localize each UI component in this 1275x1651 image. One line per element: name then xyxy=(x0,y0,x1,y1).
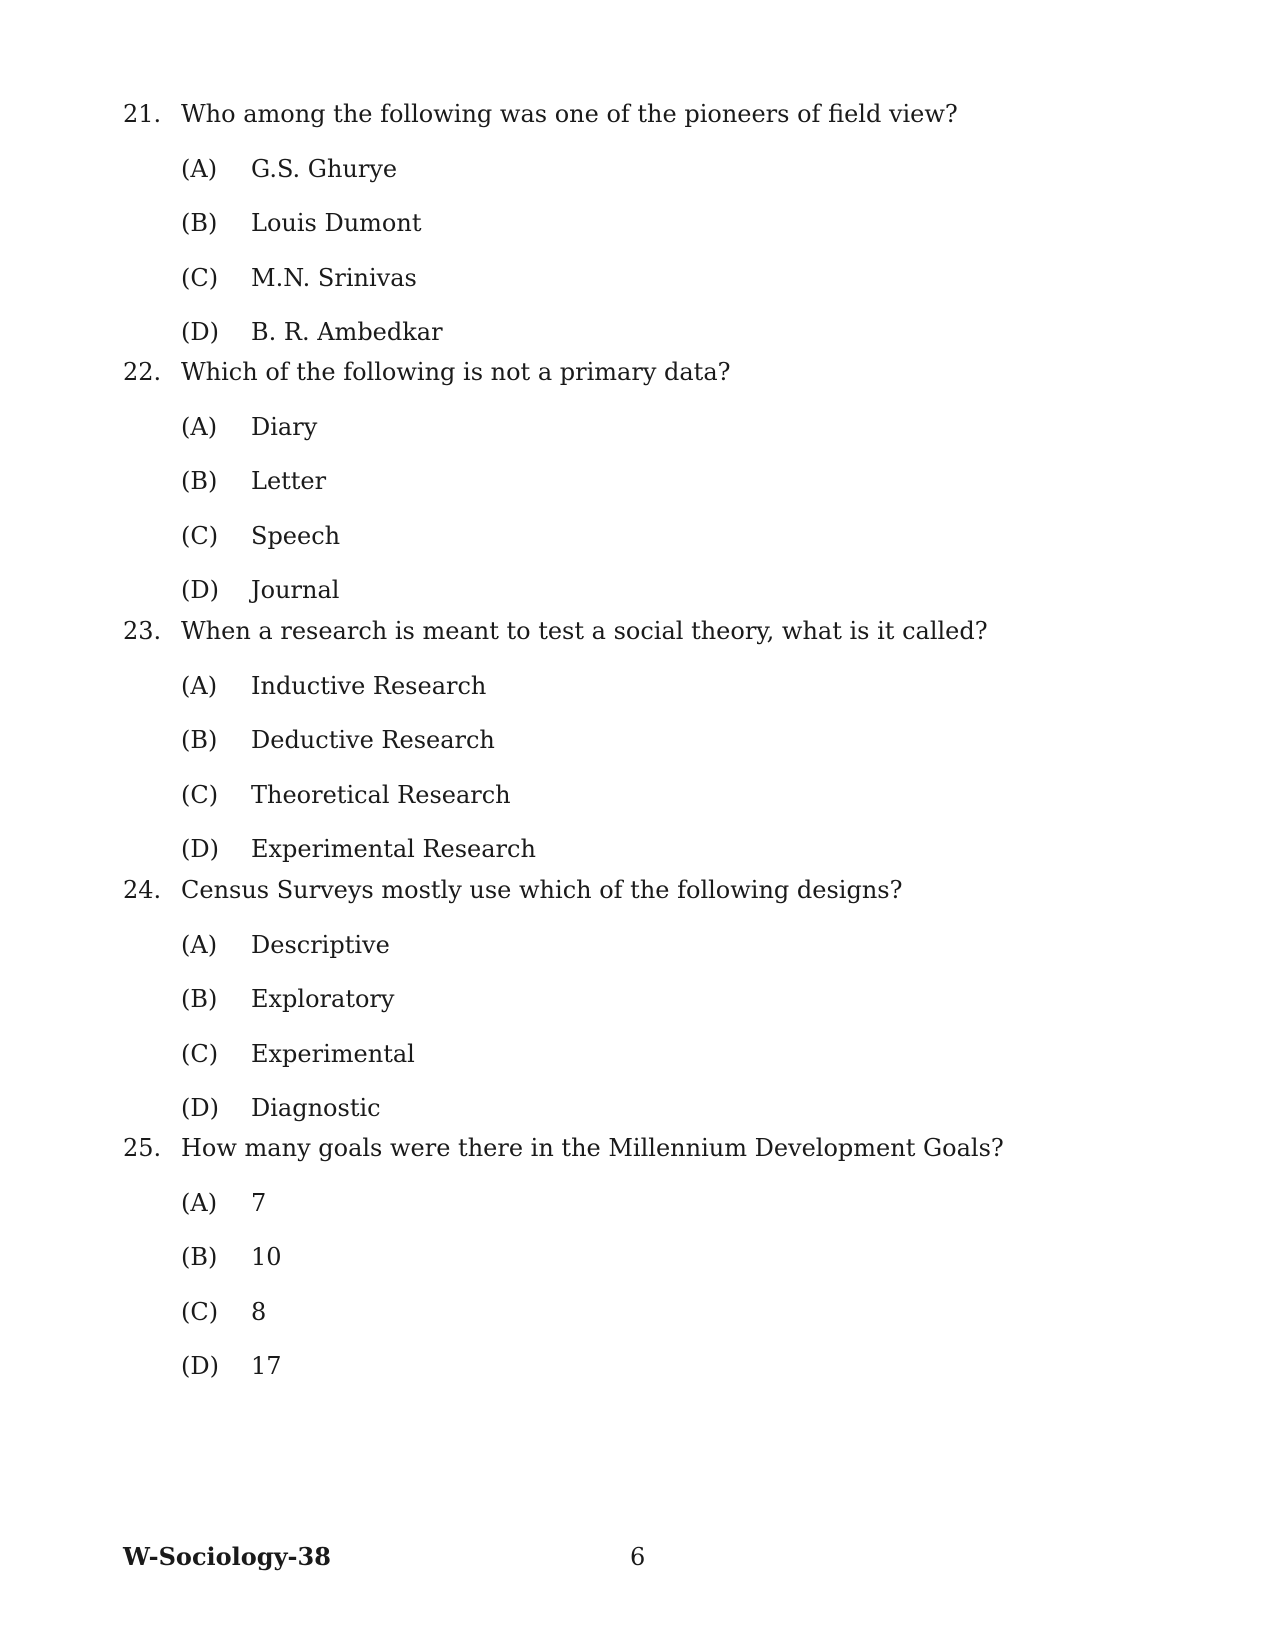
option-d xyxy=(123,315,1173,349)
question-number: 25. xyxy=(123,1134,162,1162)
option-text: 17 xyxy=(251,1352,282,1380)
option-label: (A) xyxy=(181,154,218,183)
question-number: 23. xyxy=(123,617,162,645)
option-text: B. R. Ambedkar xyxy=(251,318,443,346)
option-text: Speech xyxy=(251,521,341,550)
option-b xyxy=(123,464,1173,498)
option-label: (C) xyxy=(181,1039,219,1068)
option-text: 8 xyxy=(251,1297,267,1326)
option-label: (C) xyxy=(181,780,219,809)
question-text: Census Surveys mostly use which of the following designs? xyxy=(181,876,903,904)
option-label: (A) xyxy=(181,671,218,700)
question-21 xyxy=(123,97,1173,349)
question-24 xyxy=(123,873,1173,1125)
question-number: 21. xyxy=(123,100,162,128)
option-text: Experimental xyxy=(251,1039,415,1068)
option-label: (B) xyxy=(181,1243,218,1271)
question-text: Who among the following was one of the pioneers of field view? xyxy=(181,100,958,128)
option-label: (D) xyxy=(181,1094,219,1122)
option-text: 7 xyxy=(251,1188,267,1217)
question-line xyxy=(123,1131,1173,1165)
option-text: Exploratory xyxy=(251,985,395,1013)
option-a xyxy=(123,669,1173,703)
question-text: Which of the following is not a primary data? xyxy=(181,358,731,386)
option-text: Descriptive xyxy=(251,930,390,959)
option-label: (B) xyxy=(181,467,218,495)
question-line xyxy=(123,355,1173,389)
option-c xyxy=(123,261,1173,295)
option-a xyxy=(123,1186,1173,1220)
option-label: (C) xyxy=(181,1297,219,1326)
paper-code: W-Sociology-38 xyxy=(123,1542,331,1571)
option-d xyxy=(123,1349,1173,1383)
option-b xyxy=(123,1240,1173,1274)
option-label: (B) xyxy=(181,726,218,754)
option-text: Diary xyxy=(251,412,318,441)
option-a xyxy=(123,410,1173,444)
question-line xyxy=(123,97,1173,131)
option-text: Inductive Research xyxy=(251,671,487,700)
option-label: (D) xyxy=(181,318,219,346)
page-number: 6 xyxy=(630,1543,646,1571)
option-text: Letter xyxy=(251,467,327,495)
question-22 xyxy=(123,355,1173,607)
option-d xyxy=(123,832,1173,866)
option-label: (A) xyxy=(181,930,218,959)
option-c xyxy=(123,1295,1173,1329)
option-label: (A) xyxy=(181,412,218,441)
option-text: M.N. Srinivas xyxy=(251,263,417,292)
option-b xyxy=(123,723,1173,757)
question-number: 22. xyxy=(123,358,162,386)
question-25 xyxy=(123,1131,1173,1383)
option-text: Louis Dumont xyxy=(251,209,422,237)
option-d xyxy=(123,573,1173,607)
question-number: 24. xyxy=(123,876,162,904)
option-d xyxy=(123,1091,1173,1125)
option-text: Diagnostic xyxy=(251,1094,381,1122)
question-text: When a research is meant to test a social theory, what is it called? xyxy=(181,617,988,645)
question-text: How many goals were there in the Millennium Development Goals? xyxy=(181,1134,1004,1162)
question-23 xyxy=(123,614,1173,866)
option-text: Experimental Research xyxy=(251,835,536,863)
option-a xyxy=(123,928,1173,962)
option-label: (D) xyxy=(181,835,219,863)
option-text: G.S. Ghurye xyxy=(251,154,398,183)
option-label: (D) xyxy=(181,576,219,604)
option-label: (B) xyxy=(181,209,218,237)
option-c xyxy=(123,1037,1173,1071)
option-c xyxy=(123,778,1173,812)
option-text: Journal xyxy=(251,576,340,604)
question-line xyxy=(123,873,1173,907)
option-b xyxy=(123,982,1173,1016)
option-c xyxy=(123,519,1173,553)
option-label: (D) xyxy=(181,1352,219,1380)
option-label: (C) xyxy=(181,263,219,292)
option-text: Theoretical Research xyxy=(251,780,511,809)
option-label: (B) xyxy=(181,985,218,1013)
option-label: (C) xyxy=(181,521,219,550)
option-b xyxy=(123,206,1173,240)
option-text: Deductive Research xyxy=(251,726,495,754)
option-label: (A) xyxy=(181,1188,218,1217)
question-line xyxy=(123,614,1173,648)
option-a xyxy=(123,152,1173,186)
option-text: 10 xyxy=(251,1243,282,1271)
